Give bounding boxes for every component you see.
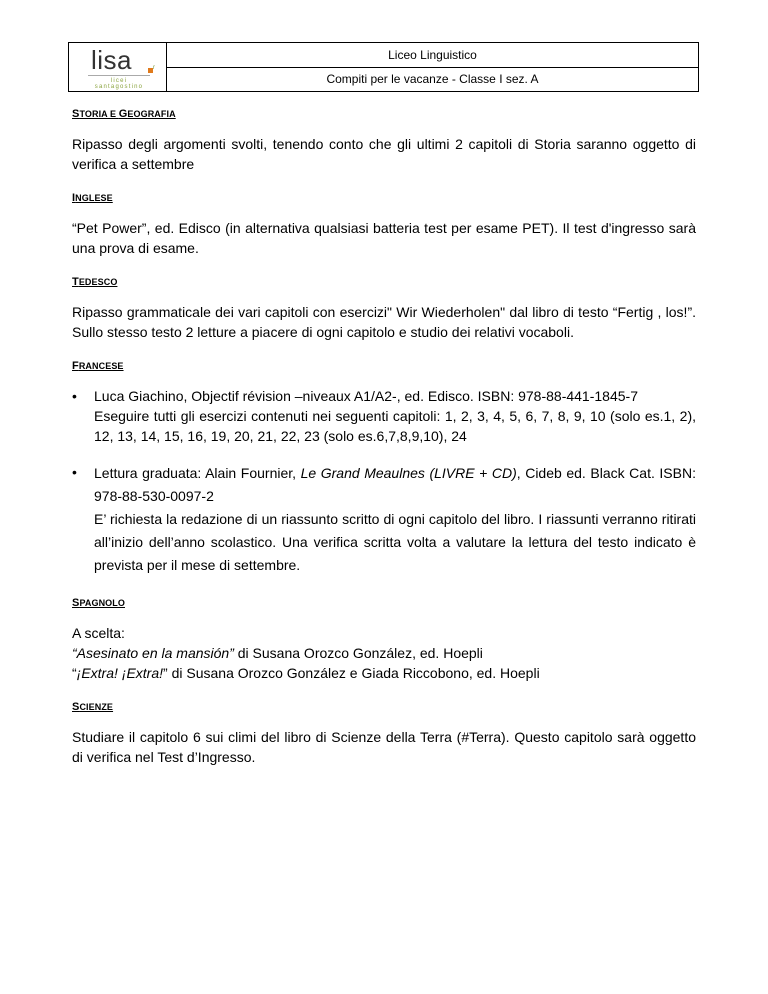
book-title: ¡Extra! ¡Extra! [76, 665, 164, 681]
book-reference: Lettura graduata: Alain Fournier, Le Grand Meaulnes (LIVRE + CD), Cideb ed. Black Cat. ISBN: 978-88-530-0097-2 [94, 465, 696, 504]
section-tedesco [72, 272, 696, 342]
document-body [72, 104, 696, 781]
school-name: Liceo Linguistico [388, 47, 477, 62]
section-heading: SCIENZE [72, 701, 114, 713]
header-titles [167, 43, 698, 91]
bullet-icon: • [72, 388, 77, 404]
logo-divider [88, 75, 150, 76]
logo-subtitle: licei santagostino [94, 78, 144, 90]
book-title: “Asesinato en la mansión” [72, 645, 234, 661]
section-heading: SPAGNOLO [72, 597, 125, 609]
exercise-list: Eseguire tutti gli esercizi contenuti nei seguenti capitoli: 1, 2, 3, 4, 5, 6, 7, 8, 9, 10 (solo es.1, 2), 12, 13, 14, 15, 16, 19, 20, 21, 22, 23 (solo es.6,7,8,9,10), 24 [94, 408, 696, 444]
document-subtitle: Compiti per le vacanze - Classe I sez. A [167, 67, 698, 92]
section-heading: FRANCESE [72, 360, 124, 372]
section-heading: TEDESCO [72, 276, 118, 288]
section-text: Ripasso grammaticale dei vari capitoli con esercizi" Wir Wiederholen" dal libro di testo “Fertig , los!”. Sullo stesso testo 2 letture a piacere di ogni capitolo e studio dei relativi vocaboli. [72, 304, 696, 340]
book-option: “¡Extra! ¡Extra!” di Susana Orozco González e Giada Riccobono, ed. Hoepli [72, 665, 540, 681]
section-storia [72, 104, 696, 174]
section-heading: STORIA E GEOGRAFIA [72, 108, 176, 120]
book-title: Le Grand Meaulnes (LIVRE + CD) [300, 465, 517, 481]
list-item [72, 462, 696, 577]
section-spagnolo [72, 593, 696, 683]
choice-intro: A scelta: [72, 625, 125, 641]
book-reference: Luca Giachino, Objectif révision –niveaux A1/A2-, ed. Edisco. ISBN: 978-88-441-1845-7 [94, 388, 638, 404]
section-text: Studiare il capitolo 6 sui climi del libro di Scienze della Terra (#Terra). Questo capitolo sarà oggetto di verifica nel Test d’Ingresso. [72, 729, 696, 765]
logo-mark: r [153, 65, 155, 71]
section-francese [72, 356, 696, 577]
section-scienze [72, 697, 696, 767]
assignment-text: E’ richiesta la redazione di un riassunto scritto di ogni capitolo del libro. I riassunti verranno ritirati all’inizio dell’anno scolastico. Una verifica scritta volta a valutare la lettura del testo indicato è prevista per il mese di settembre. [94, 511, 696, 573]
list-item [72, 386, 696, 446]
document-header [68, 42, 699, 92]
section-heading: INGLESE [72, 192, 113, 204]
school-logo [69, 43, 167, 91]
section-text: Ripasso degli argomenti svolti, tenendo conto che gli ultimi 2 capitoli di Storia saranno oggetto di verifica a settembre [72, 136, 696, 172]
section-inglese [72, 188, 696, 258]
bullet-icon: • [72, 464, 77, 480]
section-text: “Pet Power”, ed. Edisco (in alternativa qualsiasi batteria test per esame PET). Il test d'ingresso sarà una prova di esame. [72, 220, 696, 256]
logo-wordmark: lisa [91, 45, 133, 75]
book-option: “Asesinato en la mansión” di Susana Orozco González, ed. Hoepli [72, 645, 483, 661]
